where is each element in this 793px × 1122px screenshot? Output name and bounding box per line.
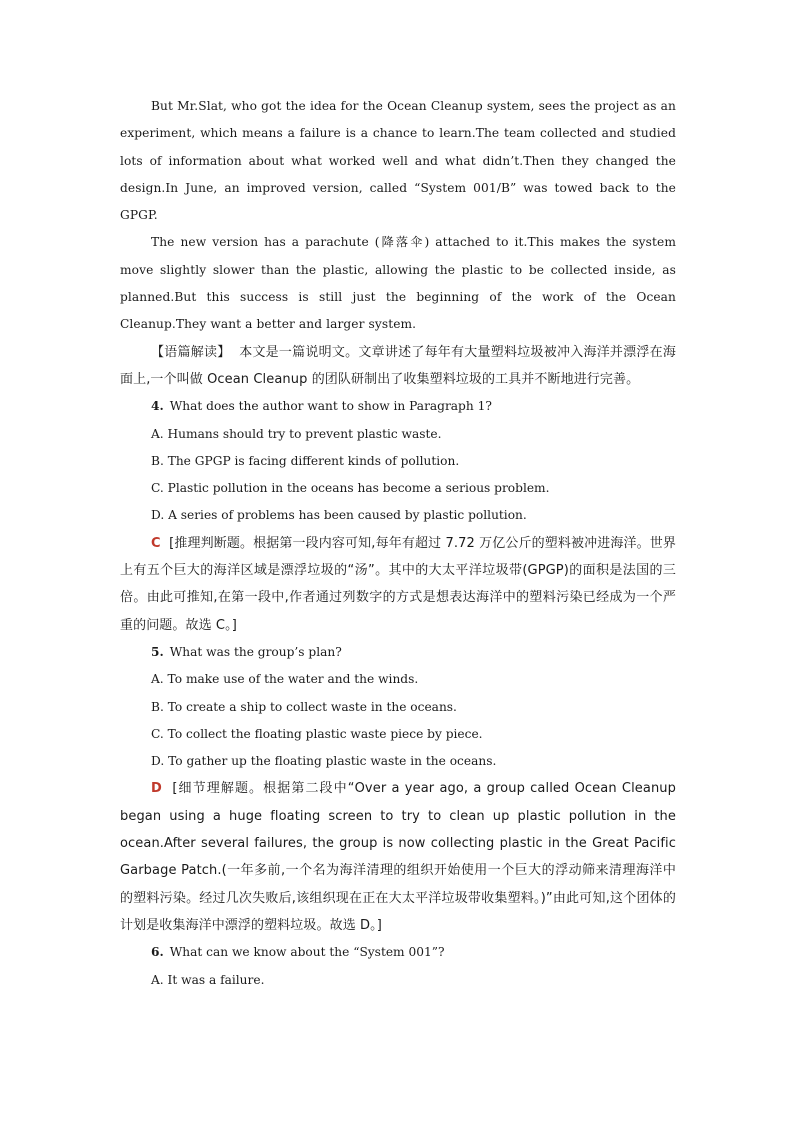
document-page	[120, 93, 676, 994]
passage-paragraph-2: The new version has a parachute (降落伞) attached to it.This makes the system move slightly slower than the plastic, allowing the plastic to be collected inside, as planned.But this success is still just the beginning of the work of the Ocean Cleanup.They want a better and larger system.	[120, 235, 676, 332]
question-5-number: 5.	[151, 644, 164, 659]
question-4-number: 4.	[151, 399, 164, 414]
question-6-option-a: A. It was a failure.	[151, 972, 265, 987]
question-5-option-c: C. To collect the floating plastic waste piece by piece.	[151, 726, 483, 741]
question-4-option-c: C. Plastic pollution in the oceans has become a serious problem.	[151, 481, 550, 496]
question-6-number: 6.	[151, 945, 164, 960]
question-4-option-d: D. A series of problems has been caused by plastic pollution.	[151, 508, 527, 523]
question-5-option-d: D. To gather up the floating plastic waste in the oceans.	[151, 754, 497, 769]
question-6-text: What can we know about the “System 001”?	[169, 945, 445, 960]
question-4-explanation-text: [推理判断题。根据第一段内容可知,每年有超过 7.72 万亿公斤的塑料被冲进海洋。世界上有五个巨大的海洋区域是漂浮垃圾的“汤”。其中的大太平洋垃圾带(GPGP)的面积是法国的三倍。由此可推知,在第一段中,作者通过列数字的方式是想表达海洋中的塑料污染已经成为一个严重的问题。故选 C。]	[120, 535, 676, 633]
question-4-explanation	[120, 530, 676, 639]
question-4-option-b: B. The GPGP is facing different kinds of pollution.	[151, 453, 460, 468]
analysis-paragraph	[120, 339, 676, 394]
question-5-explanation	[120, 775, 676, 939]
question-5-stem	[120, 639, 676, 666]
question-4-option-a: A. Humans should try to prevent plastic waste.	[151, 426, 442, 441]
analysis-text: 本文是一篇说明文。文章讲述了每年有大量塑料垃圾被冲入海洋并漂浮在海面上,一个叫做 Ocean Cleanup 的团队研制出了收集塑料垃圾的工具并不断地进行完善。	[120, 344, 676, 387]
question-5-text: What was the group’s plan?	[169, 644, 342, 659]
question-5-option-b: B. To create a ship to collect waste in the oceans.	[151, 699, 457, 714]
question-5-option-a: A. To make use of the water and the winds.	[151, 672, 419, 687]
question-5-explanation-text: [细节理解题。根据第二段中“Over a year ago, a group called Ocean Cleanup began using a huge floating screen to try to clean up plastic pollution in the ocean.After several failures, the group is now collecting plastic in the Great Pacific Garbage Patch.(一年多前,一个名为海洋清理的组织开始使用一个巨大的浮动筛来清理海洋中的塑料污染。经过几次失败后,该组织现在正在大太平洋垃圾带收集塑料。)”由此可知,这个团体的计划是收集海洋中漂浮的塑料垃圾。故选 D。]	[120, 781, 676, 933]
analysis-tag: 【语篇解读】	[151, 344, 231, 360]
question-6-stem	[120, 939, 676, 966]
passage-paragraph-1: But Mr.Slat, who got the idea for the Ocean Cleanup system, sees the project as an experiment, which means a failure is a chance to learn.The team collected and studied lots of information about what worked well and what didn’t.Then they changed the design.In June, an improved version, called “System 001/B” was towed back to the GPGP.	[120, 99, 676, 223]
question-4-text: What does the author want to show in Paragraph 1?	[169, 399, 492, 414]
question-4-stem	[120, 393, 676, 420]
question-4-answer: C	[151, 535, 161, 551]
question-5-answer: D	[151, 781, 162, 797]
